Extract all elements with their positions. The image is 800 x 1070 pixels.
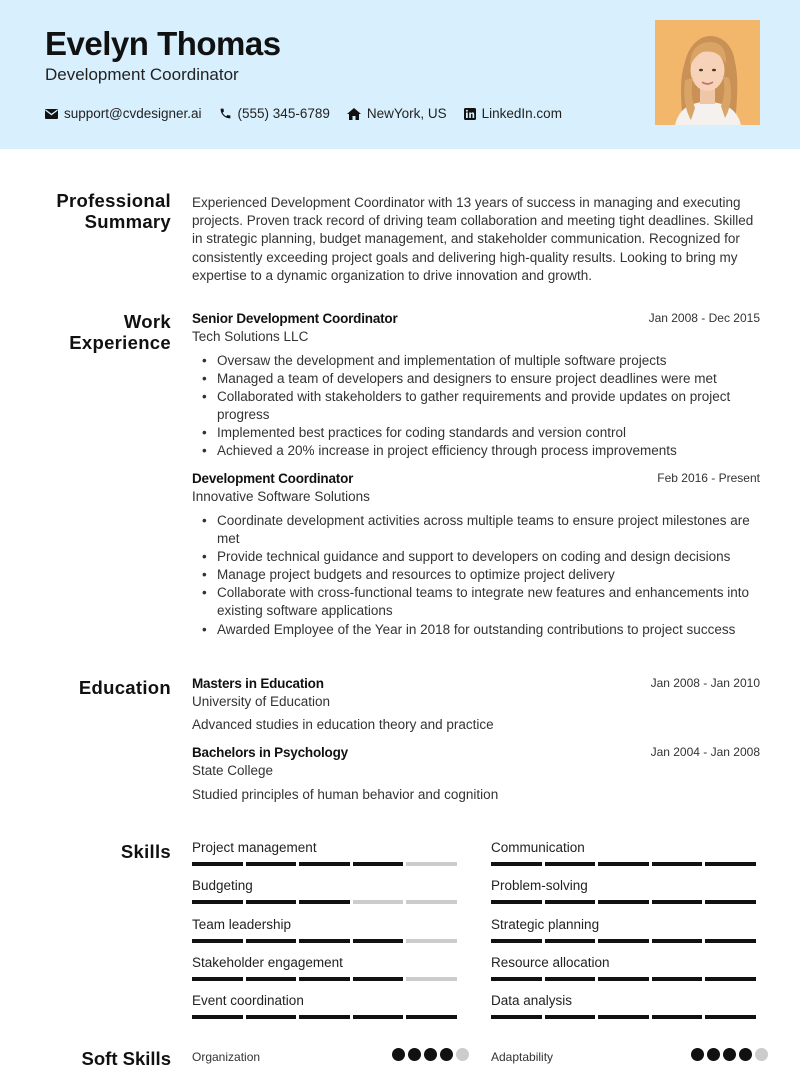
skill-label: Problem-solving [491,878,588,894]
contact-location [347,106,447,121]
section-title-education: Education [78,677,171,698]
skill-segment-filled [598,900,649,904]
degree: Bachelors in Psychology [192,745,348,760]
skill-segment-empty [353,900,404,904]
linkedin-text: LinkedIn.com [481,106,562,121]
skill-item [491,840,759,866]
skill-level-bar [192,977,460,981]
skill-label: Strategic planning [491,916,600,932]
job-entry-2 [192,471,760,504]
skill-item [491,993,759,1019]
skill-item [491,917,759,943]
skill-label: Project management [192,840,317,855]
section-title-work: Work Experience [69,311,171,353]
skill-segment-filled [353,939,404,943]
school: University of Education [192,694,331,709]
envelope-icon [45,109,58,119]
bullet-item: • Manage project budgets and resources to optimize project delivery [200,566,760,584]
skill-segment-filled [705,939,756,943]
skill-segment-filled [545,900,596,904]
skill-segment-filled [705,977,756,981]
skill-segment-filled [545,939,596,943]
bullet-item: • Managed a team of developers and designers to ensure project deadlines were met [200,370,760,388]
skill-segment-filled [598,977,649,981]
skill-segment-filled [406,1015,457,1019]
soft-skill-label: Adaptability [491,1050,554,1064]
skill-level-bar [491,939,759,943]
skill-label: Team leadership [192,916,292,932]
rating-dot-empty [755,1048,768,1061]
summary-text: Experienced Development Coordinator with 13 years of success in managing and executing projects. Proven track record of driving team collaboration and meeting tight deadlines. Skilled in strategic planning, budget management, and stakeholder communication. Recognized for consistently exceeding project goals and delivering high-quality results. Looking to bring my expertise to a dynamic organization to drive innovation and growth. [192,195,754,283]
candidate-title: Development Coordinator [45,65,239,84]
skill-segment-filled [705,862,756,866]
skill-level-bar [491,900,759,904]
phone-text: (555) 345-6789 [237,106,330,121]
skill-segment-filled [353,977,404,981]
education-dates: Jan 2008 - Jan 2010 [650,676,760,690]
bullet-item: • Collaborate with cross-functional teams to integrate new features and enhancements into existing software applications [200,584,760,620]
rating-dot-filled [707,1048,720,1061]
skill-label: Data analysis [491,993,573,1009]
skill-segment-filled [246,977,297,981]
bullet-item: • Achieved a 20% increase in project efficiency through process improvements [200,442,760,460]
job-bullets-1 [200,352,760,461]
skill-segment-filled [545,862,596,866]
candidate-name: Evelyn Thomas [45,25,281,62]
skill-segment-filled [246,862,297,866]
skill-segment-filled [545,977,596,981]
skill-level-bar [192,862,460,866]
soft-skill-label: Organization [192,1050,261,1064]
skill-label: Communication [491,840,585,855]
skill-segment-filled [652,939,703,943]
bullet-item: • Oversaw the development and implementation of multiple software projects [200,352,760,370]
skill-item [192,955,460,981]
contact-email[interactable] [45,106,202,121]
bullet-item: • Collaborated with stakeholders to gather requirements and provide updates on project progress [200,388,760,424]
education-entry-1 [192,676,760,709]
skill-segment-filled [491,977,542,981]
job-company: Innovative Software Solutions [192,489,370,504]
skill-label: Event coordination [192,993,304,1009]
job-role: Senior Development Coordinator [192,311,398,326]
rating-dot-filled [739,1048,752,1061]
skill-label: Resource allocation [491,954,610,970]
skill-item [192,840,460,866]
skill-segment-filled [545,1015,596,1019]
section-title-skills: Skills [120,841,171,862]
skill-segment-filled [705,900,756,904]
skill-segment-filled [598,1015,649,1019]
degree: Masters in Education [192,676,324,691]
skill-segment-filled [705,1015,756,1019]
skill-segment-filled [652,862,703,866]
skill-segment-filled [299,862,350,866]
skill-segment-filled [491,939,542,943]
skill-segment-empty [406,900,457,904]
skill-segment-filled [353,862,404,866]
skill-segment-filled [491,862,542,866]
skill-label: Stakeholder engagement [192,954,343,970]
skill-segment-filled [598,862,649,866]
job-company: Tech Solutions LLC [192,329,309,344]
contact-phone[interactable] [219,106,330,121]
skill-segment-filled [299,1015,350,1019]
section-title-summary: Professional Summary [56,190,171,232]
skill-segment-filled [353,1015,404,1019]
rating-dot-filled [392,1048,405,1061]
skill-segment-filled [192,1015,243,1019]
skill-segment-filled [246,900,297,904]
skill-segment-filled [598,939,649,943]
rating-dot-empty [456,1048,469,1061]
contact-linkedin[interactable] [464,106,562,121]
skill-segment-filled [299,900,350,904]
skill-segment-empty [406,939,457,943]
school: State College [192,763,274,778]
skill-segment-empty [406,862,457,866]
education-dates: Jan 2004 - Jan 2008 [650,745,760,759]
soft-skill-rating [691,1048,771,1061]
skill-level-bar [491,1015,759,1019]
skill-segment-filled [192,939,243,943]
contact-bar [45,106,579,121]
skill-item [491,955,759,981]
profile-photo [655,20,760,125]
soft-skill-rating [392,1048,472,1061]
bullet-item: • Provide technical guidance and support to developers on coding and design decisions [200,548,760,566]
skill-segment-filled [192,977,243,981]
job-role: Development Coordinator [192,471,354,486]
skill-level-bar [192,900,460,904]
skill-item [192,993,460,1019]
skill-item [192,878,460,904]
skill-segment-filled [299,939,350,943]
rating-dot-filled [424,1048,437,1061]
job-dates: Feb 2016 - Present [657,471,760,485]
skill-segment-filled [652,977,703,981]
skill-level-bar [491,977,759,981]
skill-segment-filled [246,939,297,943]
section-title-soft-skills: Soft Skills [81,1048,171,1069]
job-bullets-2 [200,512,760,639]
job-dates: Jan 2008 - Dec 2015 [648,311,760,325]
skill-item [192,917,460,943]
skill-segment-filled [299,977,350,981]
skill-segment-filled [192,862,243,866]
skill-level-bar [491,862,759,866]
header-banner [0,0,800,149]
skill-level-bar [192,1015,460,1019]
rating-dot-filled [408,1048,421,1061]
skill-segment-filled [491,900,542,904]
skill-segment-filled [652,900,703,904]
skill-item [491,878,759,904]
job-entry-1 [192,311,760,344]
skill-level-bar [192,939,460,943]
education-description: Studied principles of human behavior and cognition [192,787,499,802]
rating-dot-filled [691,1048,704,1061]
skill-label: Budgeting [192,878,253,894]
skill-segment-filled [246,1015,297,1019]
home-icon [347,108,361,120]
bullet-item: • Coordinate development activities across multiple teams to ensure project milestones are met [200,512,760,548]
email-text: support@cvdesigner.ai [64,106,202,121]
linkedin-icon [464,108,476,120]
skill-segment-filled [652,1015,703,1019]
rating-dot-filled [723,1048,736,1061]
skill-segment-filled [491,1015,542,1019]
skill-segment-empty [406,977,457,981]
location-text: NewYork, US [366,106,447,121]
education-description: Advanced studies in education theory and practice [192,717,494,732]
education-entry-2 [192,745,760,778]
bullet-item: • Implemented best practices for coding standards and version control [200,424,760,442]
phone-icon [219,107,232,120]
bullet-item: • Awarded Employee of the Year in 2018 for outstanding contributions to project success [200,621,760,639]
skill-segment-filled [192,900,243,904]
rating-dot-filled [440,1048,453,1061]
